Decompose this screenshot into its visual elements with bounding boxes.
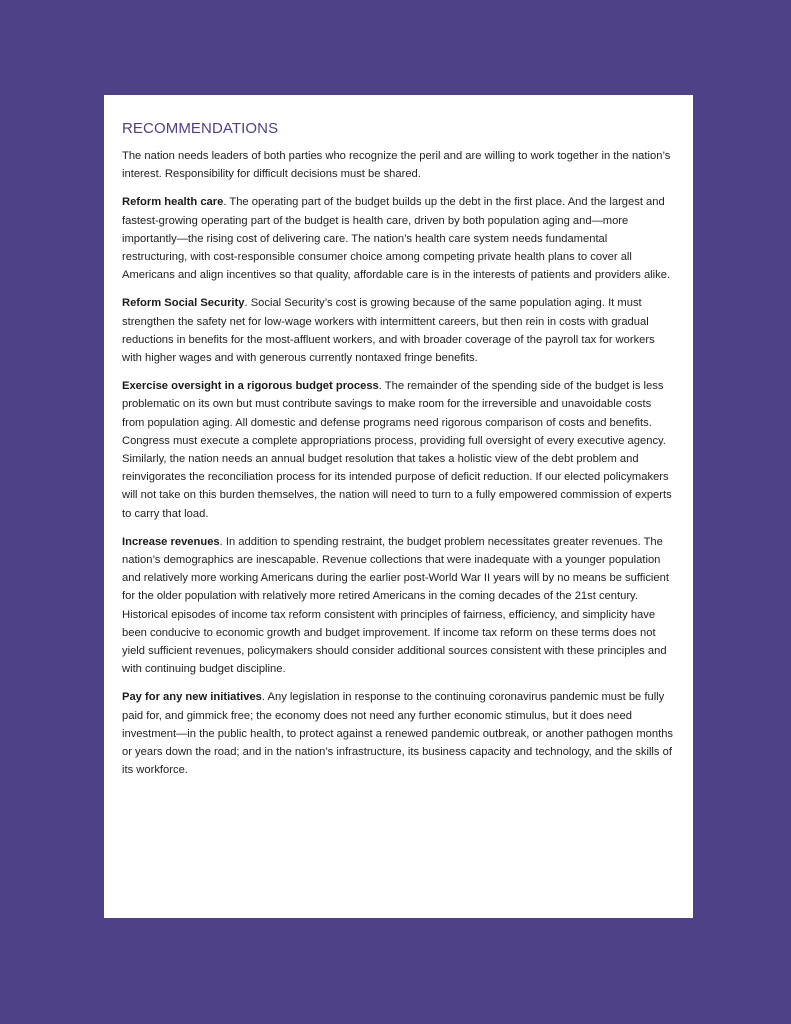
recommendations-card [104,95,693,918]
recommendation-body: . The operating part of the budget builds up the debt in the first place. And the largest and fastest-growing operating part of the budget is health care, driven by both population aging and—more importantly—the rising cost of delivering care. The nation’s health care system needs fundamental restructuring, with cost-responsible consumer choice among competing private health plans to cover all Americans and align incentives so that quality, affordable care is in the interests of patients and providers alike. [122,196,671,282]
recommendation-increase-revenues [122,533,675,679]
recommendation-social-security [122,294,675,367]
recommendation-body: . Any legislation in response to the continuing coronavirus pandemic must be fully paid for, and gimmick free; the economy does not need any further economic stimulus, but it does need investment—in the public health, to protect against a renewed pandemic outbreak, or another pathogen months or years down the road; and in the nation’s infrastructure, its business capacity and technology, and the skills of its workforce. [122,691,674,777]
recommendation-health-care [122,193,675,284]
recommendation-body: . Social Security’s cost is growing because of the same population aging. It must strengthen the safety net for low-wage workers with intermittent careers, but then rein in costs with gradual reductions in benefits for the most-affluent workers, and with broader coverage of the payroll tax for workers with higher wages and with generous currently nontaxed fringe benefits. [122,297,655,365]
recommendation-title: Exercise oversight in a rigorous budget process [122,380,379,393]
recommendation-body: . The remainder of the spending side of the budget is less problematic on its own but must contribute savings to make room for the irreversible and unavoidable costs from population aging. All domestic and defense programs need rigorous comparison of costs and benefits. Congress must execute a complete appropriations process, providing full oversight of every executive agency. Similarly, the nation needs an annual budget resolution that takes a holistic view of the debt problem and reinvigorates the reconciliation process for its intended purpose of deficit reduction. If our elected policymakers will not take on this burden themselves, the nation will need to turn to a fully empowered commission of experts to carry that load. [122,380,672,520]
recommendation-budget-oversight [122,377,675,523]
section-heading: RECOMMENDATIONS [122,120,279,137]
recommendation-title: Pay for any new initiatives [122,691,262,704]
recommendation-title: Reform health care [122,196,224,209]
recommendation-body: . In addition to spending restraint, the budget problem necessitates greater revenues. The nation’s demographics are inescapable. Revenue collections that were inadequate with a younger population and relatively more working Americans during the earlier post-World War II years will by no means be sufficient for the older population with relatively more retired Americans in the coming decades of the 21st century. Historical episodes of income tax reform consistent with principles of fairness, efficiency, and simplicity have been conducive to economic growth and budget improvement. If income tax reform on these terms does not yield sufficient revenues, policymakers should consider additional sources consistent with these principles and with continuing budget discipline. [122,535,669,676]
recommendation-title: Increase revenues [122,535,220,548]
intro-paragraph: The nation needs leaders of both parties who recognize the peril and are willing to work together in the nation’s interest. Responsibility for difficult decisions must be shared. [122,150,671,181]
recommendation-title: Reform Social Security [122,297,245,310]
recommendation-pay-for-initiatives [122,688,675,779]
